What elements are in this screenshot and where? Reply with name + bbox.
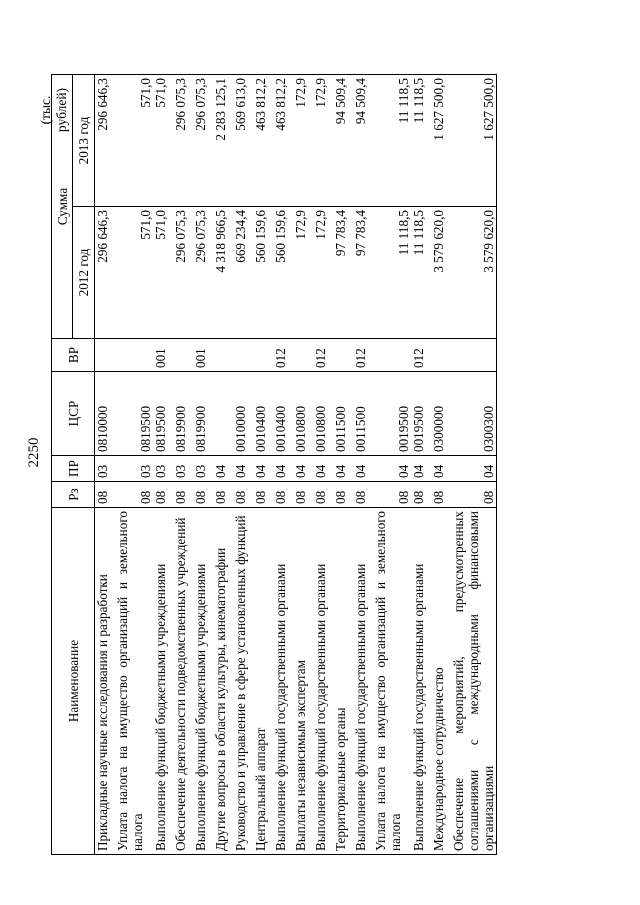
- row-sum-2013: 296 075,3: [173, 75, 193, 207]
- row-sum-2012: 172,9: [313, 207, 333, 339]
- table-row: [431, 75, 451, 855]
- row-sum-2013: 571,0: [115, 75, 153, 207]
- row-sum-2012: 296 075,3: [193, 207, 213, 339]
- row-csr: 0011500: [333, 372, 353, 456]
- row-name: Выполнение функций государственными органами: [313, 508, 333, 855]
- row-sum-2013: 1 627 500,0: [451, 75, 497, 207]
- row-csr: 0300300: [451, 372, 497, 456]
- row-sum-2013: 463 812,2: [253, 75, 273, 207]
- row-rz: 08: [153, 482, 173, 508]
- row-name: Другие вопросы в области культуры, кинематографии: [213, 508, 233, 855]
- row-sum-2013: 94 509,4: [353, 75, 373, 207]
- page-number: 2250: [26, 437, 42, 468]
- table-row: [95, 75, 116, 855]
- row-csr: 0010400: [253, 372, 273, 456]
- row-sum-2013: 11 118,5: [411, 75, 431, 207]
- row-pr: 03: [115, 456, 153, 482]
- row-sum-2013: 1 627 500,0: [431, 75, 451, 207]
- row-sum-2012: 571,0: [153, 207, 173, 339]
- row-sum-2012: 560 159,6: [253, 207, 273, 339]
- header-pr: ПР: [52, 456, 95, 482]
- row-csr: 0300000: [431, 372, 451, 456]
- row-vr: 012: [411, 339, 431, 372]
- table-row: [333, 75, 353, 855]
- table-row: [411, 75, 431, 855]
- row-sum-2012: 669 234,4: [233, 207, 253, 339]
- row-sum-2013: 296 075,3: [193, 75, 213, 207]
- row-sum-2013: 571,0: [153, 75, 173, 207]
- row-sum-2012: 11 118,5: [411, 207, 431, 339]
- header-year-2012: 2012 год: [73, 207, 95, 339]
- row-rz: 08: [313, 482, 333, 508]
- header-name: Наименование: [52, 508, 95, 855]
- row-name: Уплата налога на имущество организаций и земельного налога: [373, 508, 411, 855]
- row-csr: 0819900: [193, 372, 213, 456]
- table-row: [373, 75, 411, 855]
- row-rz: 08: [173, 482, 193, 508]
- row-name: Международное сотрудничество: [431, 508, 451, 855]
- row-pr: 04: [233, 456, 253, 482]
- row-rz: 08: [253, 482, 273, 508]
- row-csr: [213, 372, 233, 456]
- row-sum-2012: 172,9: [293, 207, 313, 339]
- table-row: [273, 75, 293, 855]
- row-vr: [253, 339, 273, 372]
- row-pr: 04: [313, 456, 333, 482]
- row-pr: 04: [411, 456, 431, 482]
- row-sum-2012: 560 159,6: [273, 207, 293, 339]
- row-rz: 08: [411, 482, 431, 508]
- table-row: [353, 75, 373, 855]
- row-rz: 08: [95, 482, 116, 508]
- row-sum-2012: 4 318 966,5: [213, 207, 233, 339]
- row-rz: 08: [373, 482, 411, 508]
- row-csr: 0810000: [95, 372, 116, 456]
- row-name: Центральный аппарат: [253, 508, 273, 855]
- header-sum: Сумма: [52, 75, 73, 339]
- row-vr: 012: [273, 339, 293, 372]
- row-sum-2013: 172,9: [313, 75, 333, 207]
- row-rz: 08: [431, 482, 451, 508]
- header-year-2013: 2013 год: [73, 75, 95, 207]
- row-pr: 04: [451, 456, 497, 482]
- row-name: Уплата налога на имущество организаций и земельного налога: [115, 508, 153, 855]
- row-name: Выполнение функций государственными органами: [353, 508, 373, 855]
- row-rz: 08: [451, 482, 497, 508]
- row-sum-2013: 11 118,5: [373, 75, 411, 207]
- row-sum-2013: 569 613,0: [233, 75, 253, 207]
- row-name: Выполнение функций государственными органами: [411, 508, 431, 855]
- row-sum-2012: 97 783,4: [353, 207, 373, 339]
- row-vr: [333, 339, 353, 372]
- row-sum-2012: 571,0: [115, 207, 153, 339]
- row-csr: 0819500: [153, 372, 173, 456]
- table-row: [213, 75, 233, 855]
- row-name: Обеспечение мероприятий, предусмотренных соглашениями с международными финансовыми организациями: [451, 508, 497, 855]
- row-pr: 04: [253, 456, 273, 482]
- row-sum-2013: 463 812,2: [273, 75, 293, 207]
- row-sum-2013: 296 646,3: [95, 75, 116, 207]
- row-pr: 04: [373, 456, 411, 482]
- row-name: Выполнение функций государственными органами: [273, 508, 293, 855]
- row-pr: 04: [353, 456, 373, 482]
- row-vr: 001: [153, 339, 173, 372]
- row-rz: 08: [293, 482, 313, 508]
- row-name: Выполнение функций бюджетными учреждениями: [193, 508, 213, 855]
- row-pr: 04: [293, 456, 313, 482]
- row-vr: [451, 339, 497, 372]
- row-csr: 0010400: [273, 372, 293, 456]
- row-name: Выплаты независимым экспертам: [293, 508, 313, 855]
- row-vr: 012: [353, 339, 373, 372]
- table-row: [233, 75, 253, 855]
- row-vr: [373, 339, 411, 372]
- row-rz: 08: [333, 482, 353, 508]
- row-name: Обеспечение деятельности подведомственных учреждений: [173, 508, 193, 855]
- units-label: (тыс. рублей): [38, 87, 69, 133]
- row-vr: [431, 339, 451, 372]
- row-vr: [115, 339, 153, 372]
- row-sum-2012: 3 579 620,0: [431, 207, 451, 339]
- row-name: Выполнение функций бюджетными учреждениями: [153, 508, 173, 855]
- row-vr: 001: [193, 339, 213, 372]
- table-row: [115, 75, 153, 855]
- table-row: [153, 75, 173, 855]
- table-row: [193, 75, 213, 855]
- row-rz: 08: [233, 482, 253, 508]
- row-sum-2012: 11 118,5: [373, 207, 411, 339]
- row-pr: 03: [193, 456, 213, 482]
- row-vr: 012: [313, 339, 333, 372]
- budget-table: [51, 74, 497, 855]
- row-name: Руководство и управление в сфере установленных функций: [233, 508, 253, 855]
- row-rz: 08: [353, 482, 373, 508]
- row-vr: [293, 339, 313, 372]
- header-rz: Рз: [52, 482, 95, 508]
- row-csr: 0011500: [353, 372, 373, 456]
- row-sum-2012: 296 075,3: [173, 207, 193, 339]
- header-csr: ЦСР: [52, 372, 95, 456]
- row-csr: 0010800: [313, 372, 333, 456]
- table-row: [293, 75, 313, 855]
- row-pr: 04: [333, 456, 353, 482]
- row-sum-2012: 97 783,4: [333, 207, 353, 339]
- table-body: [95, 75, 497, 855]
- row-rz: 08: [115, 482, 153, 508]
- row-csr: 0819900: [173, 372, 193, 456]
- header-vr: ВР: [52, 339, 95, 372]
- row-pr: 04: [431, 456, 451, 482]
- row-csr: 0819500: [115, 372, 153, 456]
- row-pr: 03: [153, 456, 173, 482]
- row-vr: [213, 339, 233, 372]
- row-csr: 0019500: [411, 372, 431, 456]
- row-rz: 08: [193, 482, 213, 508]
- row-vr: [173, 339, 193, 372]
- table-row: [313, 75, 333, 855]
- row-sum-2013: 94 509,4: [333, 75, 353, 207]
- row-rz: 08: [213, 482, 233, 508]
- row-csr: 0010800: [293, 372, 313, 456]
- row-rz: 08: [273, 482, 293, 508]
- row-csr: 0019500: [373, 372, 411, 456]
- table-row: [253, 75, 273, 855]
- row-sum-2012: 296 646,3: [95, 207, 116, 339]
- row-sum-2012: 3 579 620,0: [451, 207, 497, 339]
- row-sum-2013: 172,9: [293, 75, 313, 207]
- row-pr: 03: [173, 456, 193, 482]
- row-pr: 03: [95, 456, 116, 482]
- row-vr: [233, 339, 253, 372]
- table-row: [451, 75, 497, 855]
- row-pr: 04: [273, 456, 293, 482]
- row-name: Территориальные органы: [333, 508, 353, 855]
- row-name: Прикладные научные исследования и разработки: [95, 508, 116, 855]
- table-row: [173, 75, 193, 855]
- row-sum-2013: 2 283 125,1: [213, 75, 233, 207]
- row-vr: [95, 339, 116, 372]
- row-pr: 04: [213, 456, 233, 482]
- row-csr: 0010000: [233, 372, 253, 456]
